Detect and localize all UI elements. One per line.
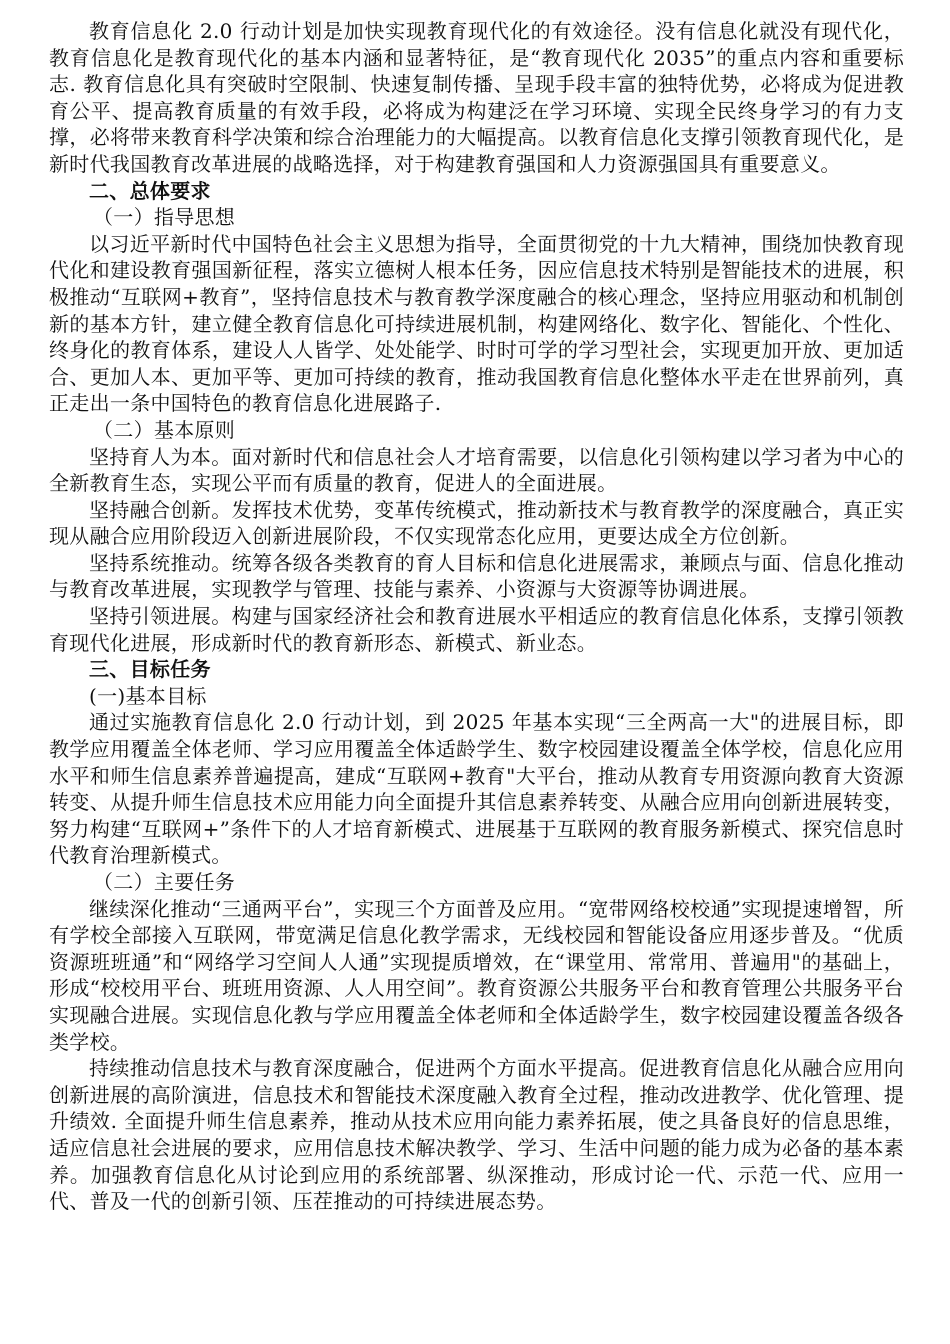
intro-paragraph: 教育信息化 2.0 行动计划是加快实现教育现代化的有效途径。没有信息化就没有现代化，教育信息化是教育现代化的基本内涵和显著特征，是“教育现代化 2035”的重点内容和重要标志. 教育信息化具有突破时空限制、快速复制传播、呈现手段丰富的独特优势，必将成为促进教育公平、提高教育质量的有效手段，必将成为构建泛在学习环境、实现全民终身学习的有力支撑，必将带来教育科学决策和综合治理能力的大幅提高。以教育信息化支撑引领教育现代化，是新时代我国教育改革进展的战略选择，对于构建教育强国和人力资源强国具有重要意义。	[49, 19, 904, 176]
subheading-guiding-thought: （一）指导思想	[93, 205, 236, 230]
principle-paragraph-4: 坚持引领进展。构建与国家经济社会和教育进展水平相适应的教育信息化体系，支撑引领教育现代化进展，形成新时代的教育新形态、新模式、新业态。	[49, 604, 904, 655]
principle-paragraph-3: 坚持系统推动。统筹各级各类教育的育人目标和信息化进展需求，兼顾点与面、信息化推动与教育改革进展，实现教学与管理、技能与素养、小资源与大资源等协调进展。	[49, 550, 904, 602]
principle-paragraph-1: 坚持育人为本。面对新时代和信息社会人才培育需要，以信息化引领构建以学习者为中心的全新教育生态，实现公平而有质量的教育，促进人的全面进展。	[49, 444, 904, 496]
principle-paragraph-2: 坚持融合创新。发挥技术优势，变革传统模式，推动新技术与教育教学的深度融合，真正实现从融合应用阶段迈入创新进展阶段，不仅实现常态化应用，更要达成全方位创新。	[49, 497, 904, 549]
section-heading-overall-requirements: 二、总体要求	[89, 178, 211, 203]
subheading-main-tasks: （二）主要任务	[93, 870, 236, 894]
guiding-thought-paragraph: 以习近平新时代中国特色社会主义思想为指导，全面贯彻党的十九大精神，围绕加快教育现代化和建设教育强国新征程，落实立德树人根本任务，因应信息技术特别是智能技术的进展，积极推动“互联网+教育”，坚持信息技术与教育教学深度融合的核心理念，坚持应用驱动和机制创新的基本方针，建立健全教育信息化可持续进展机制，构建网络化、数字化、智能化、个性化、终身化的教育体系，建设人人皆学、处处能学、时时可学的学习型社会，实现更加开放、更加适合、更加人本、更加平等、更加可持续的教育，推动我国教育信息化整体水平走在世界前列，真正走出一条中国特色的教育信息化进展路子.	[49, 231, 904, 416]
subheading-basic-goal: (一)基本目标	[89, 683, 207, 708]
basic-goal-paragraph: 通过实施教育信息化 2.0 行动计划，到 2025 年基本实现“三全两高一大"的进展目标，即教学应用覆盖全体老师、学习应用覆盖全体适龄学生、数字校园建设覆盖全体学校，信息化应用水平和师生信息素养普遍提高，建成“互联网+教育"大平台，推动从教育专用资源向教育大资源转变、从提升师生信息技术应用能力向全面提升其信息素养转变、从融合应用向创新进展转变，努力构建“互联网+”条件下的人才培育新模式、进展基于互联网的教育服务新模式、探究信息时代教育治理新模式。	[49, 710, 904, 868]
section-heading-goals-tasks: 三、目标任务	[89, 657, 211, 682]
subheading-basic-principles: （二）基本原则	[93, 417, 236, 442]
task-paragraph-2: 持续推动信息技术与教育深度融合，促进两个方面水平提高。促进教育信息化从融合应用向创新进展的高阶演进，信息技术和智能技术深度融入教育全过程，推动改进教学、优化管理、提升绩效. 全面提升师生信息素养，推动从技术应用向能力素养拓展，使之具备良好的信息思维，适应信息社会进展的要求，应用信息技术解决教学、学习、生活中问题的能力成为必备的基本素养。加强教育信息化从讨论到应用的系统部署、纵深推动，形成讨论一代、示范一代、应用一代、普及一代的创新引领、压茬推动的可持续进展态势。	[49, 1056, 904, 1214]
task-paragraph-1: 继续深化推动“三通两平台”，实现三个方面普及应用。“宽带网络校校通”实现提速增智，所有学校全部接入互联网，带宽满足信息化教学需求，无线校园和智能设备应用逐步普及。“优质资源班班通”和“网络学习空间人人通”实现提质增效，在“课堂用、常常用、普遍用"的基础上，形成“校校用平台、班班用资源、人人用空间”。教育资源公共服务平台和教育管理公共服务平台实现融合进展。实现信息化教与学应用覆盖全体老师和全体适龄学生，数字校园建设覆盖各级各类学校。	[49, 896, 904, 1054]
